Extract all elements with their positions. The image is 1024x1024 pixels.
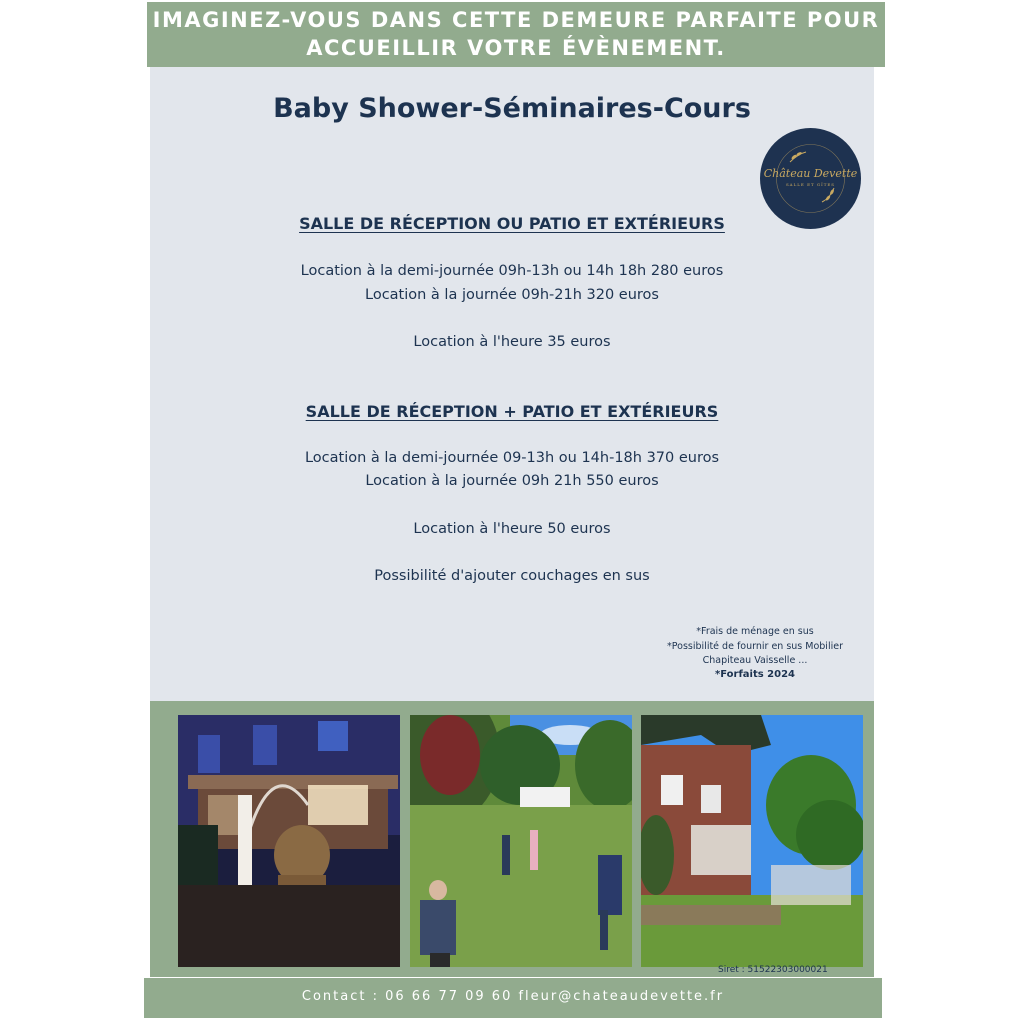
section-1-heading: SALLE DE RÉCEPTION OU PATIO ET EXTÉRIEURS bbox=[299, 214, 725, 233]
section-2-line-1: Location à la demi-journée 09-13h ou 14h-18h 370 euros bbox=[304, 450, 720, 466]
photo-garden-guests bbox=[410, 715, 632, 967]
note-4: *Forfaits 2024 bbox=[714, 669, 796, 680]
header-line-2: ACCUEILLIR VOTRE ÉVÈNEMENT. bbox=[306, 36, 726, 60]
note-3: Chapiteau Vaisselle ... bbox=[702, 655, 808, 666]
section-2-line-2: Location à la journée 09h 21h 550 euros bbox=[365, 473, 659, 489]
section-2-line-3: Location à l'heure 50 euros bbox=[413, 521, 611, 537]
logo-text bbox=[764, 168, 858, 190]
footer-contact: Contact : 06 66 77 09 60 fleur@chateaudevette.fr bbox=[144, 978, 882, 1018]
section-1-line-1: Location à la demi-journée 09h-13h ou 14h 18h 280 euros bbox=[300, 263, 724, 279]
photo-chateau-day bbox=[641, 715, 863, 967]
section-1-line-2: Location à la journée 09h-21h 320 euros bbox=[365, 287, 659, 303]
section-1-line-3: Location à l'heure 35 euros bbox=[413, 334, 611, 350]
note-1: *Frais de ménage en sus bbox=[696, 626, 814, 637]
logo-tagline: SALLE ET GÎTES bbox=[785, 181, 836, 187]
section-2-heading: SALLE DE RÉCEPTION + PATIO ET EXTÉRIEURS bbox=[305, 402, 719, 421]
photo-chateau-night bbox=[178, 715, 400, 967]
siret-number: Siret : 51522303000021 bbox=[718, 965, 828, 975]
page-title: Baby Shower-Séminaires-Cours bbox=[273, 93, 751, 124]
header-line-1: IMAGINEZ-VOUS DANS CETTE DEMEURE PARFAITE POUR bbox=[152, 8, 880, 32]
header-banner bbox=[147, 2, 885, 67]
section-2-line-4: Possibilité d'ajouter couchages en sus bbox=[374, 568, 650, 584]
logo-name: Château Devette bbox=[763, 166, 858, 180]
info-panel bbox=[150, 67, 874, 703]
note-2: *Possibilité de fournir en sus Mobilier bbox=[667, 641, 843, 652]
